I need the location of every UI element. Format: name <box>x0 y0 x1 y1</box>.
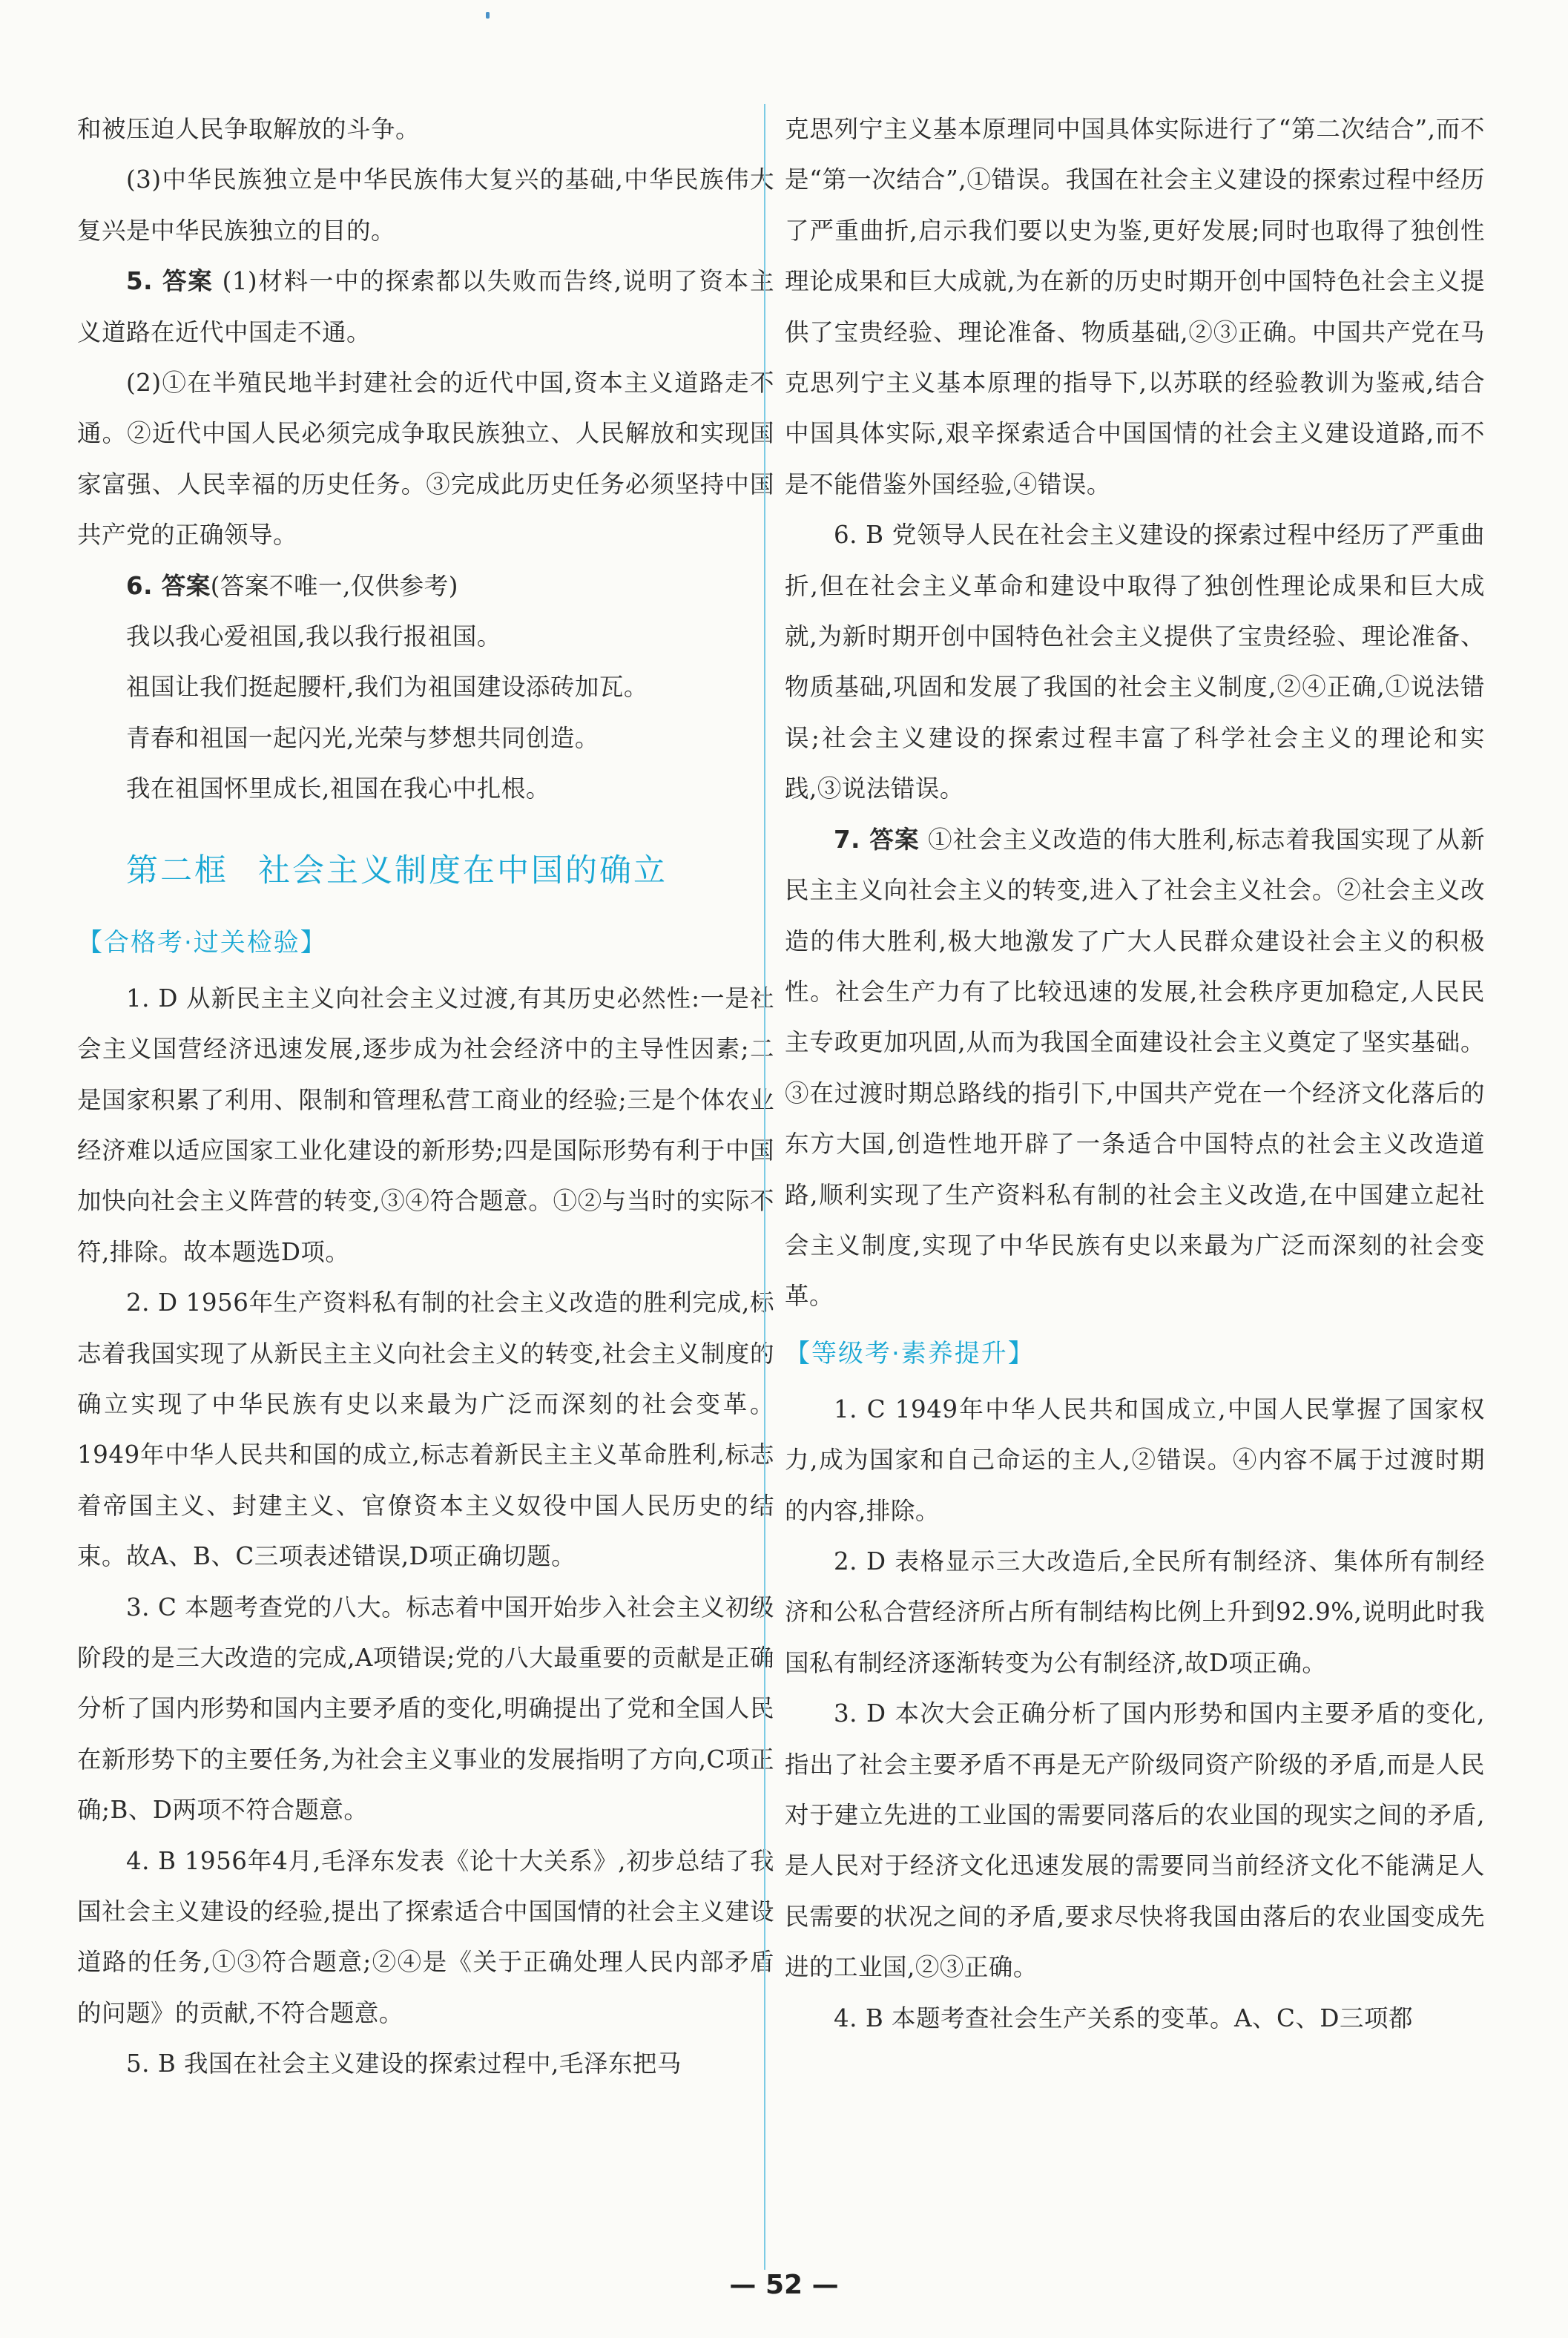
page-number: — 52 — <box>729 2270 839 2300</box>
paragraph: 和被压迫人民争取解放的斗争。 <box>77 115 421 143</box>
paragraph: (3)中华民族独立是中华民族伟大复兴的基础,中华民族伟大复兴是中华民族独立的目的。 <box>77 165 774 245</box>
poem-line: 祖国让我们挺起腰杆,我们为祖国建设添砖加瓦。 <box>126 673 648 702</box>
section-name: 社会主义制度在中国的确立 <box>258 852 668 889</box>
poem-line: 青春和祖国一起闪光,光荣与梦想共同创造。 <box>126 723 599 752</box>
section-label: 第二框 <box>126 852 228 889</box>
print-speck <box>486 12 490 19</box>
question-answer: 4. B 本题考查社会生产关系的变革。A、C、D三项都 <box>834 2003 1413 2032</box>
section-title <box>126 841 774 900</box>
answer-label: 6. 答案 <box>126 571 211 600</box>
question-answer: 5. B 我国在社会主义建设的探索过程中,毛泽东把马 <box>126 2049 682 2078</box>
answer-label: 7. 答案 <box>834 825 920 854</box>
answer-text: (1)材料一中的探索都以失败而告终,说明了资本主义道路在近代中国走不通。 <box>77 267 774 346</box>
poem-line: 我以我心爱祖国,我以我行报祖国。 <box>126 622 501 651</box>
question-answer: 2. D 1956年生产资料私有制的社会主义改造的胜利完成,标志着我国实现了从新民主主义向社会主义的转变,社会主义制度的确立实现了中华民族有史以来最为广泛而深刻的社会变革。1949年中华人民共和国的成立,标志着新民主主义革命胜利,标志着帝国主义、封建主义、官僚资本主义奴役中国人民历史的结束。故A、B、C三项表述错误,D项正确切题。 <box>77 1288 774 1571</box>
answer-text: ①社会主义改造的伟大胜利,标志着我国实现了从新民主主义向社会主义的转变,进入了社会主义社会。②社会主义改造的伟大胜利,极大地激发了广大人民群众建设社会主义的积极性。社会生产力有了比较迅速的发展,社会秩序更加稳定,人民民主专政更加巩固,从而为我国全面建设社会主义奠定了坚实基础。③在过渡时期总路线的指引下,中国共产党在一个经济文化落后的东方大国,创造性地开辟了一条适合中国特点的社会主义改造道路,顺利实现了生产资料私有制的社会主义改造,在中国建立起社会主义制度,实现了中华民族有史以来最为广泛而深刻的社会变革。 <box>785 825 1485 1311</box>
question-answer: 6. B 党领导人民在社会主义建设的探索过程中经历了严重曲折,但在社会主义革命和建设中取得了独创性理论成果和巨大成就,为新时期开创中国特色社会主义提供了宝贵经验、理论准备、物质基础,巩固和发展了我国的社会主义制度,②④正确,①说法错误;社会主义建设的探索过程丰富了科学社会主义的理论和实践,③说法错误。 <box>785 521 1485 803</box>
subhead-qualify: 【合格考·过关检验】 <box>77 927 327 958</box>
column-divider <box>764 104 765 2270</box>
paragraph: (2)①在半殖民地半封建社会的近代中国,资本主义道路走不通。②近代中国人民必须完成争取民族独立、人民解放和实现国家富强、人民幸福的历史任务。③完成此历史任务必须坚持中国共产党的正确领导。 <box>77 369 774 550</box>
question-answer: 3. C 本题考查党的八大。标志着中国开始步入社会主义初级阶段的是三大改造的完成,A项错误;党的八大最重要的贡献是正确分析了国内形势和国内主要矛盾的变化,明确提出了党和全国人民在新形势下的主要任务,为社会主义事业的发展指明了方向,C项正确;B、D两项不符合题意。 <box>77 1593 774 1825</box>
poem-line: 我在祖国怀里成长,祖国在我心中扎根。 <box>126 774 550 803</box>
subhead-advanced: 【等级考·素养提升】 <box>785 1338 1035 1369</box>
answer-6 <box>77 561 774 611</box>
question-answer: 2. D 表格显示三大改造后,全民所有制经济、集体所有制经济和公私合营经济所占所有制结构比例上升到92.9%,说明此时我国私有制经济逐渐转变为公有制经济,故D项正确。 <box>785 1547 1485 1677</box>
paragraph: 克思列宁主义基本原理同中国具体实际进行了“第二次结合”,而不是“第一次结合”,①错误。我国在社会主义建设的探索过程中经历了严重曲折,启示我们要以史为鉴,更好发展;同时也取得了独创性理论成果和巨大成就,为在新的历史时期开创中国特色社会主义提供了宝贵经验、理论准备、物质基础,②③正确。中国共产党在马克思列宁主义基本原理的指导下,以苏联的经验教训为鉴戒,结合中国具体实际,艰辛探索适合中国国情的社会主义建设道路,而不是不能借鉴外国经验,④错误。 <box>785 115 1485 498</box>
answer-label: 5. 答案 <box>126 267 214 296</box>
question-answer: 1. C 1949年中华人民共和国成立,中国人民掌握了国家权力,成为国家和自己命运的主人,②错误。④内容不属于过渡时期的内容,排除。 <box>785 1394 1485 1525</box>
question-answer: 4. B 1956年4月,毛泽东发表《论十大关系》,初步总结了我国社会主义建设的经验,提出了探索适合中国国情的社会主义建设道路的任务,①③符合题意;②④是《关于正确处理人民内部矛盾的问题》的贡献,不符合题意。 <box>77 1846 774 2027</box>
left-column <box>77 104 774 2090</box>
question-answer: 3. D 本次大会正确分析了国内形势和国内主要矛盾的变化,指出了社会主要矛盾不再是无产阶级同资产阶级的矛盾,而是人民对于建立先进的工业国的需要同落后的农业国的现实之间的矛盾,是人民对于经济文化迅速发展的需要同当前经济文化不能满足人民需要的状况之间的矛盾,要求尽快将我国由落后的农业国变成先进的工业国,②③正确。 <box>785 1699 1485 1982</box>
answer-5 <box>77 256 774 358</box>
answer-7 <box>785 814 1485 1322</box>
question-answer: 1. D 从新民主主义向社会主义过渡,有其历史必然性:一是社会主义国营经济迅速发展,逐步成为社会经济中的主导性因素;二是国家积累了利用、限制和管理私营工商业的经验;三是个体农业经济难以适应国家工业化建设的新形势;四是国际形势有利于中国加快向社会主义阵营的转变,③④符合题意。①②与当时的实际不符,排除。故本题选D项。 <box>77 984 774 1266</box>
right-column <box>785 104 1485 2044</box>
answer-text: (答案不唯一,仅供参考) <box>210 571 458 600</box>
